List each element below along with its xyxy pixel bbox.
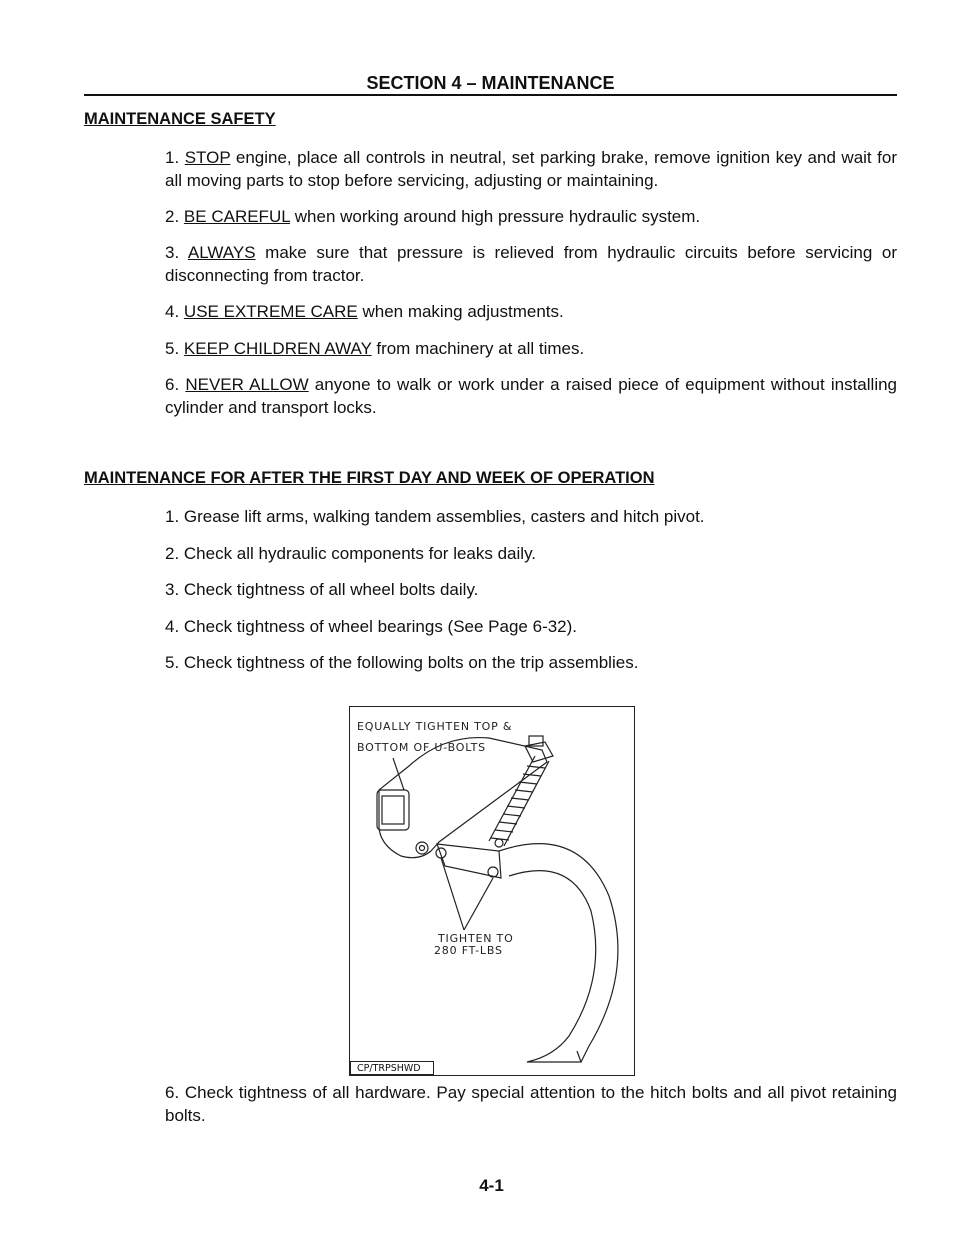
- safety-item-2: [165, 205, 897, 228]
- safety-item-5: [165, 337, 897, 360]
- first-day-item-1: 1. Grease lift arms, walking tandem assemblies, casters and hitch pivot.: [165, 507, 705, 526]
- first-day-item-6: 6. Check tightness of all hardware. Pay special attention to the hitch bolts and all pivot retaining bolts.: [165, 1083, 897, 1125]
- item-number: 4.: [165, 302, 180, 321]
- trip-assembly-drawing: [349, 706, 635, 1076]
- item-emphasis: NEVER ALLOW: [185, 375, 309, 394]
- safety-item-3: [165, 241, 897, 287]
- section-title: SECTION 4 – MAINTENANCE: [366, 73, 615, 93]
- safety-heading: MAINTENANCE SAFETY: [84, 110, 276, 128]
- item-number: 6.: [165, 375, 180, 394]
- safety-item-6: [165, 373, 897, 419]
- figure-label-torque-line1: TIGHTEN TO: [438, 932, 514, 945]
- figure-label-ubolts-line1: EQUALLY TIGHTEN TOP &: [357, 720, 513, 733]
- page-number: 4-1: [479, 1176, 504, 1195]
- item-emphasis: KEEP CHILDREN AWAY: [183, 339, 372, 358]
- item-number: 3.: [165, 243, 180, 262]
- item-emphasis: STOP: [184, 148, 231, 167]
- item-number: 5.: [165, 339, 180, 358]
- item-emphasis: BE CAREFUL: [183, 207, 291, 226]
- item-text: anyone to walk or work under a raised piece of equipment without installing cylinder and transport locks.: [165, 375, 898, 417]
- safety-item-4: [165, 300, 897, 323]
- safety-item-1: [165, 146, 897, 192]
- first-day-item-5: 5. Check tightness of the following bolts on the trip assemblies.: [165, 653, 639, 672]
- item-text: make sure that pressure is relieved from hydraulic circuits before servicing or disconnecting from tractor.: [165, 243, 897, 285]
- first-day-item-4: 4. Check tightness of wheel bearings (See Page 6-32).: [165, 617, 578, 636]
- first-day-heading: MAINTENANCE FOR AFTER THE FIRST DAY AND WEEK OF OPERATION: [84, 469, 655, 487]
- first-day-item-2: 2. Check all hydraulic components for leaks daily.: [165, 544, 537, 563]
- figure-label-ubolts-line2: BOTTOM OF U-BOLTS: [357, 741, 486, 754]
- section-divider: [84, 94, 897, 96]
- item-text: when working around high pressure hydraulic system.: [290, 207, 701, 226]
- item-emphasis: ALWAYS: [187, 243, 256, 262]
- item-emphasis: USE EXTREME CARE: [183, 302, 358, 321]
- first-day-item-3: 3. Check tightness of all wheel bolts daily.: [165, 580, 479, 599]
- item-number: 2.: [165, 207, 180, 226]
- item-number: 1.: [165, 148, 180, 167]
- figure-tag: CP/TRPSHWD: [350, 1061, 434, 1075]
- item-text: engine, place all controls in neutral, set parking brake, remove ignition key and wait for all moving parts to stop before servicing, adjusting or maintaining.: [165, 148, 897, 190]
- item-text: when making adjustments.: [357, 302, 564, 321]
- item-text: from machinery at all times.: [371, 339, 585, 358]
- figure-label-torque-line2: 280 FT-LBS: [434, 944, 503, 957]
